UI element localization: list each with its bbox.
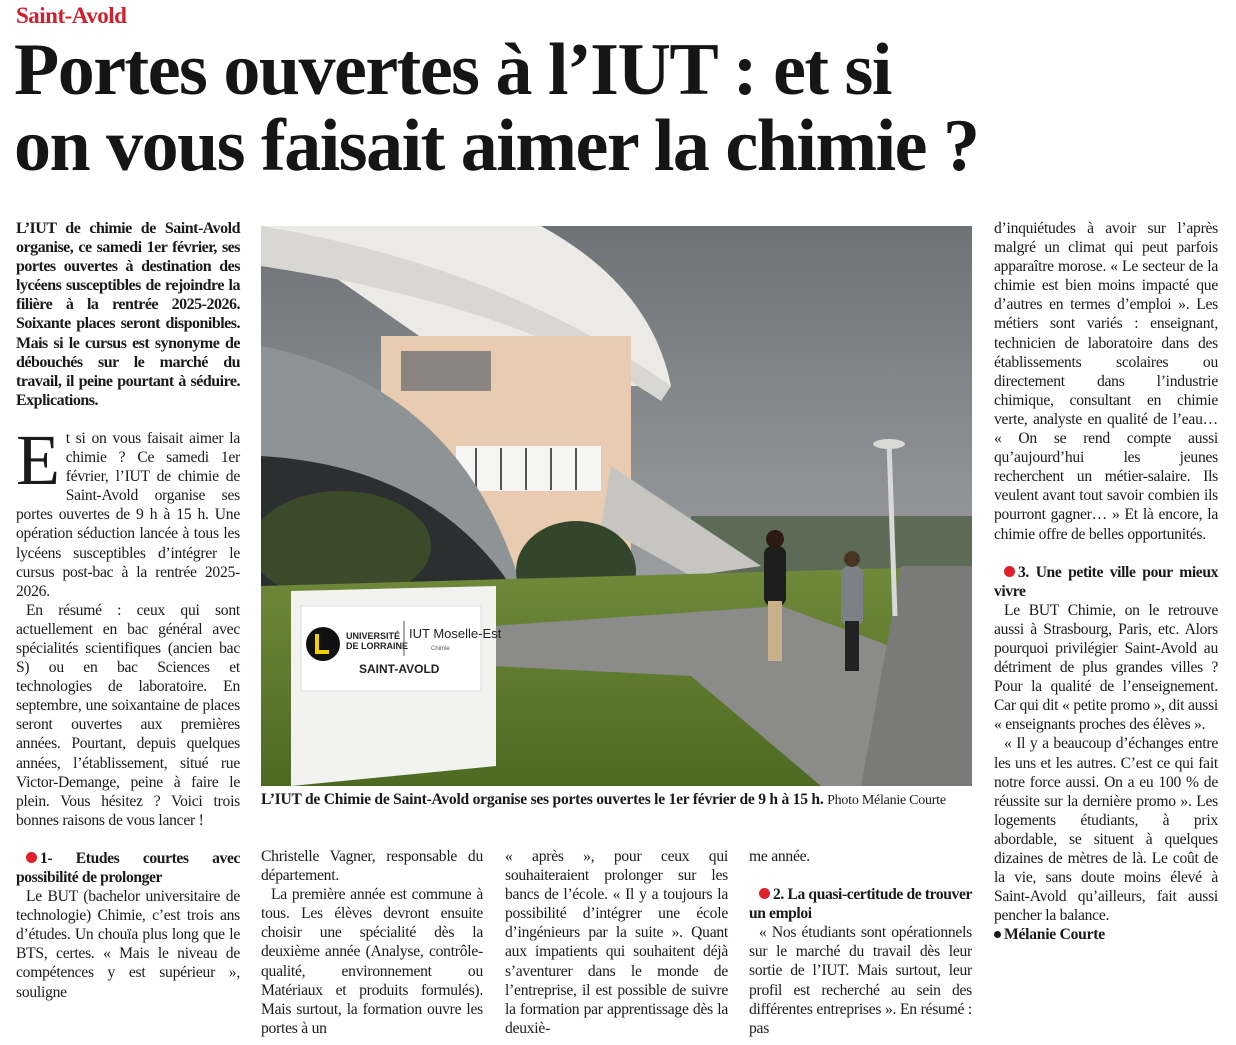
red-bullet-icon xyxy=(759,888,770,899)
sign-university: UNIVERSITÉ DE LORRAINE xyxy=(346,631,409,651)
column-1 xyxy=(16,219,240,1002)
paragraph: La première année est commune à tous. Les élèves devront ensuite choisir une spécialité dès la deuxième année (Analyse, contrôle-qualité, environnement ou Matériaux et produits formulés). Mais surtout, la formation ouvre les portes à un xyxy=(261,886,483,1037)
paragraph: d’inquiétudes à avoir sur l’après malgré un climat qui peut parfois apparaître morose. « Le secteur de la chimie est bien moins impacté que d’autres en termes d’emploi ». Les métiers sont variés : enseignant, technicien de laboratoire dans des établissements scolaires ou directement dans l’industrie chimique, consultant en chimie verte, analyste en qualité de l’eau… « On se rend compte aussi qu’aujourd’hui les jeunes recherchent un métier-salaire. Ils veulent avant tout savoir combien ils pourront gagner… » Et là encore, la chimie offre de belles opportunités. xyxy=(994,220,1218,543)
paragraph: Christelle Vagner, responsable du département. xyxy=(261,848,483,885)
sign-dept: Chimie xyxy=(431,646,450,652)
paragraph: me année. xyxy=(749,848,810,865)
sign-iut: IUT Moselle-Est xyxy=(409,626,502,641)
section-label: Saint-Avold xyxy=(16,3,127,28)
subheading-text: 2. La quasi-certitude de trouver un emploi xyxy=(749,886,972,923)
column-4 xyxy=(749,847,972,1038)
headline xyxy=(14,29,1214,187)
chapo: L’IUT de chimie de Saint-Avold organise, ce samedi 1er février, ses portes ouvertes à destination des lycéens susceptibles de rejoindre la filière à la rentrée 2025-2026. Soixante places seront disponibles. Mais si le cursus est synonyme de débouchés sur le marché du travail, il peine pourtant à séduire. Explications. xyxy=(16,220,240,409)
caption-text: L’IUT de Chimie de Saint-Avold organise ses portes ouvertes le 1er février de 9 h à 15 h. xyxy=(261,791,824,808)
sign-city: SAINT-AVOLD xyxy=(359,662,440,676)
subheading-3 xyxy=(994,563,1218,601)
column-3 xyxy=(505,847,728,1038)
red-bullet-icon xyxy=(26,852,37,863)
author-name: Mélanie Courte xyxy=(1004,926,1105,944)
column-5 xyxy=(994,219,1218,944)
iut-building-photo xyxy=(261,226,972,786)
drop-cap: E xyxy=(16,419,60,500)
subheading-text: 3. Une petite ville pour mieux vivre xyxy=(994,563,1218,600)
paragraph: Le BUT Chimie, on le retrouve aussi à Strasbourg, Paris, etc. Alors pourquoi privilégier Saint-Avold au détriment de plus grandes villes ? Pour la qualité de l’enseignement. Car qui dit « petite promo », dit aussi « enseignants proches des élèves ». xyxy=(994,601,1218,734)
column-2 xyxy=(261,847,483,1038)
subheading-2 xyxy=(749,885,972,923)
paragraph: « Nos étudiants sont opérationnels sur le marché du travail dès leur sortie de l’IUT. Mais surtout, leur profil est recherché au sein des différentes entreprises ». En résumé : pas xyxy=(749,924,972,1037)
red-bullet-icon xyxy=(1004,566,1015,577)
author-signature xyxy=(994,925,1218,944)
article-photo xyxy=(261,226,972,786)
subheading-1 xyxy=(16,849,240,887)
paragraph: « après », pour ceux qui souhaiteraient prolonger sur les bancs de l’école. « Il y a toujours la possibilité d’intégrer une école d’ingénieurs par la suite ». Quant aux impatients qui souhaitent déjà s’aventurer dans le monde de l’entreprise, il est possible de suivre la formation par apprentissage dès la deuxiè- xyxy=(505,848,728,1037)
headline-line-1: Portes ouvertes à l’IUT : et si xyxy=(14,29,891,111)
paragraph: Le BUT (bachelor universitaire de technologie) Chimie, c’est trois ans d’études. Un chouïa plus long que le BTS, certes. « Mais le niveau de compétences y est supérieur », souligne xyxy=(16,888,240,1001)
paragraph: En résumé : ceux qui sont actuellement en bac général avec spécialités scientifiques (ancien bac S) ou en bac Sciences et technologies de laboratoire. En septembre, une soixantaine de places seront ouvertes aux premières années. Pourtant, depuis quelques années, l’établissement, situé rue Victor-Demange, peine à faire le plein. Vous hésitez ? Voici trois bonnes raisons de vous lancer ! xyxy=(16,601,240,829)
bullet-icon xyxy=(994,931,1001,938)
lead-text: t si on vous faisait aimer la chimie ? Ce samedi 1er février, l’IUT de chimie de Saint-Avold organise ses portes ouvertes de 9 h à 15 h. Une opération séduction lancée à tous les lycéens susceptibles d’intégrer le cursus post-bac à la rentrée 2025-2026. xyxy=(16,429,240,600)
photo-caption xyxy=(261,790,972,810)
photo-credit: Photo Mélanie Courte xyxy=(827,793,946,808)
headline-line-2: on vous faisait aimer la chimie ? xyxy=(14,105,979,187)
subheading-text: 1- Etudes courtes avec possibilité de prolonger xyxy=(16,849,240,886)
paragraph: « Il y a beaucoup d’échanges entre les uns et les autres. C’est ce qui fait notre force aussi. On a eu 100 % de réussite sur la dernière promo ». Les logements étudiants, à prix abordable, se situent à quelques dizaines de mètres de là. Le coût de la vie, sans doute moins élevé à Saint-Avold qu’ailleurs, fait aussi pencher la balance. xyxy=(994,735,1218,925)
lead-paragraph xyxy=(16,419,240,601)
